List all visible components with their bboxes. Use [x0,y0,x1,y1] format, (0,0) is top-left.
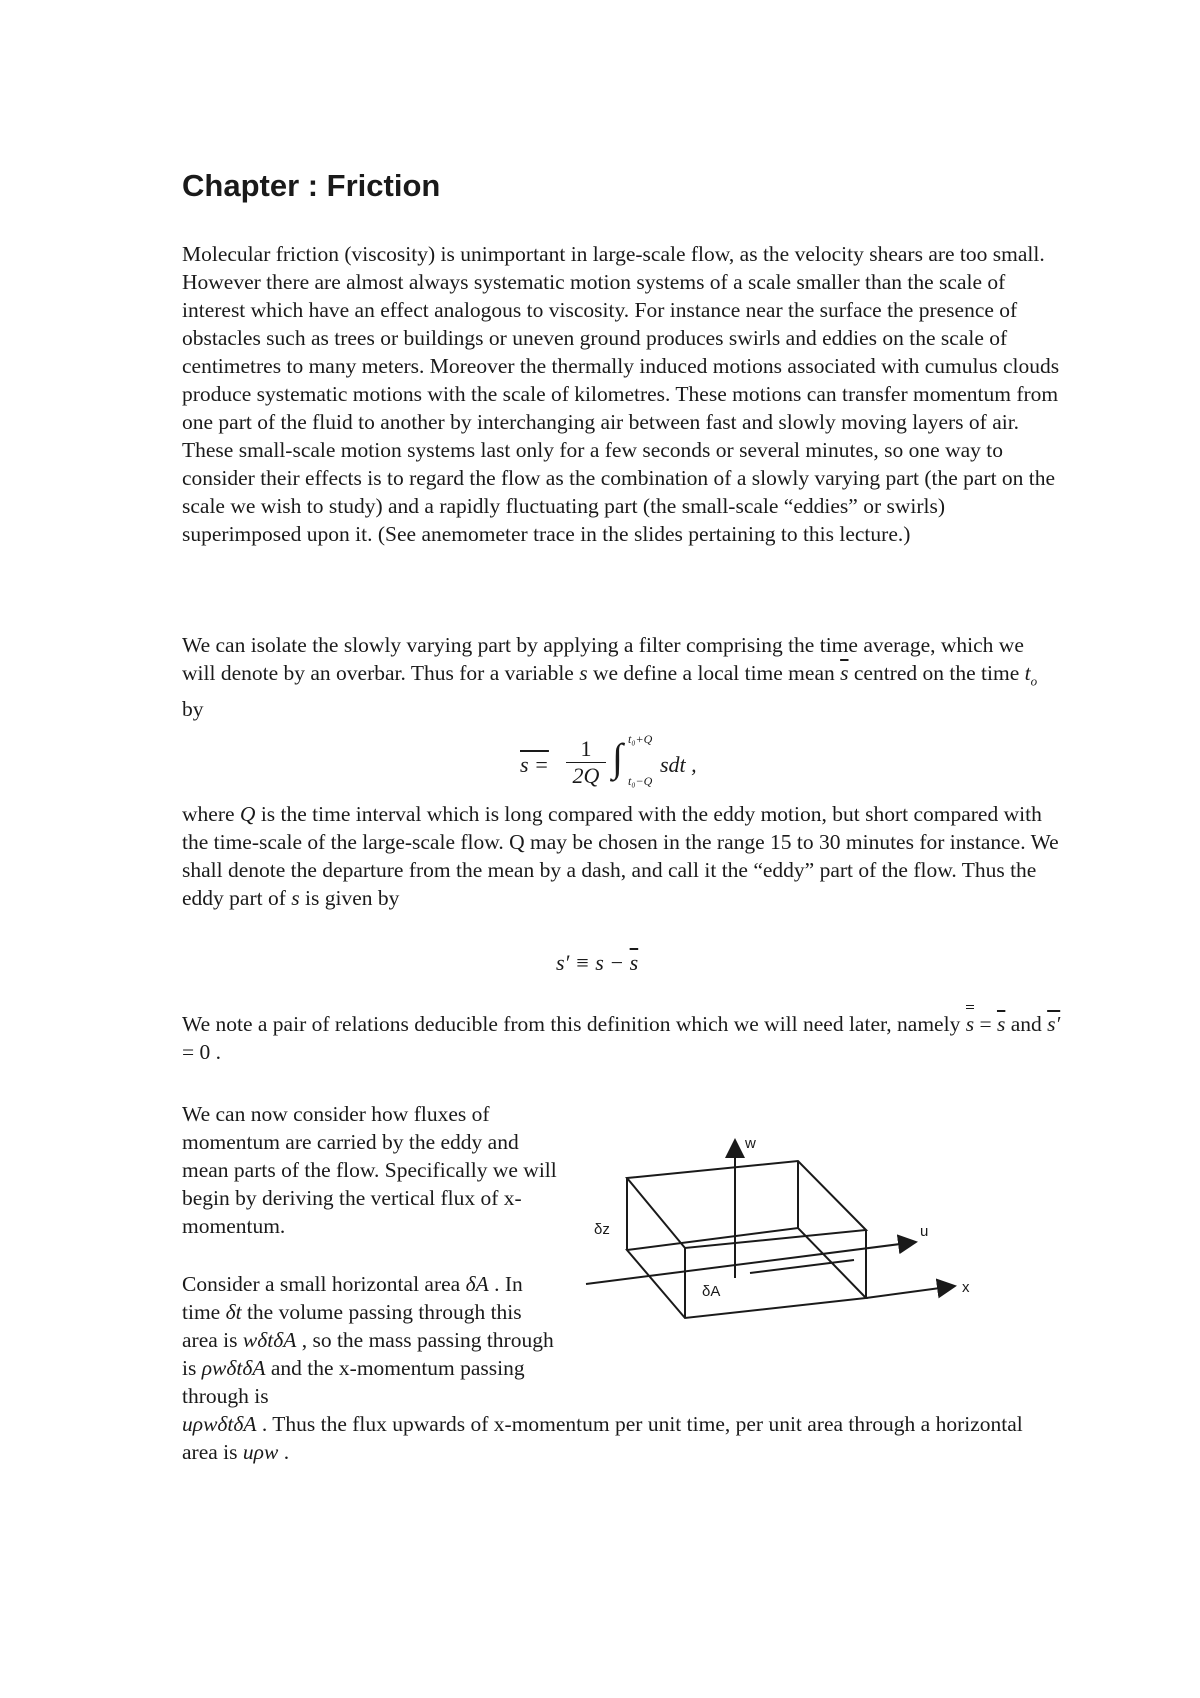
eq1-lower-limit: t₀−Q [628,774,653,788]
label-w: w [745,1135,756,1152]
paragraph-flux-result [182,1410,1062,1466]
eq1-upper-limit: t₀+Q [628,732,653,746]
p3-text-b: is the time interval which is long compared with the eddy motion, but short compared with the time-scale of the large-scale flow. Q may be chosen in the range 15 to 30 minutes for instance. We shall denote the departure from the mean by a dash, and call it the “eddy” part of the flow. Thus the eddy part of [182,802,1059,910]
p2-text-b: we define a local time mean [587,661,841,685]
integral-sign: ∫ [612,735,623,780]
eq1-numerator: 1 [566,736,606,763]
var-t0-subscript: o [1030,673,1038,689]
var-flux: uρw [242,1440,279,1464]
label-x: x [962,1279,970,1296]
rel2-eddy-mean: s′ [1047,1012,1061,1036]
var-Q: Q [239,802,256,826]
var-mass: ρwδtδA [201,1356,266,1380]
rel1-equals: = [974,1012,997,1036]
eq1-denominator: 2Q [572,763,600,788]
var-s-mean: $\overline{s}$ [840,661,849,685]
flux-box-diagram [580,1118,1000,1348]
var-momentum: uρwδtδA [182,1412,257,1436]
rel1-double-mean: s [965,1012,975,1036]
p4-text-a: We note a pair of relations deducible from this definition which we will need later, namely [182,1012,966,1036]
var-dt: δt [225,1300,242,1324]
var-s: s [579,661,588,685]
p7-text-b: . [278,1440,290,1464]
p2-text-a: We can isolate the slowly varying part by applying a filter comprising the time average, which we will denote by an overbar. Thus for a variable [182,633,1024,685]
x-arrow [866,1286,955,1298]
p6-text-d: , so the mass passing through is [182,1328,554,1380]
p6-text-e: and the x-momentum passing through is [182,1356,525,1408]
eq2-text-a: s′ ≡ s − [556,950,630,975]
p4-and: and [1005,1012,1048,1036]
paragraph-relations [182,1010,1062,1066]
p6-text-a: Consider a small horizontal area [182,1272,466,1296]
eq1-lhs [520,752,549,778]
eq1-lhs-s: s = [520,752,549,777]
var-t: t [1024,661,1031,685]
eq2-mean-s: $\overline{s}$ [629,950,639,975]
p6-text-b: . In time [182,1272,523,1324]
var-s-eddy: s [291,886,300,910]
p3-text-a: where [182,802,240,826]
var-volume: wδtδA [242,1328,297,1352]
p6-text-c: the volume passing through this area is [182,1300,522,1352]
eq1-integrand: sdt , [660,752,697,777]
chapter-title: Chapter : Friction [182,168,441,203]
paragraph-intro: Molecular friction (viscosity) is unimportant in large-scale flow, as the velocity shears are too small. However there are almost always systematic motion systems of a scale smaller than the scale of interest which have an effect analogous to viscosity. For instance near the surface the presence of obstacles such as trees or buildings or uneven ground produces swirls and eddies on the scale of centimetres to many meters. Moreover the thermally induced motions associated with cumulus clouds produce systematic motions with the scale of kilometres. These motions can transfer momentum from one part of the fluid to another by interchanging air between fast and slowly moving layers of air. These small-scale motion systems last only for a few seconds or several minutes, so one way to consider their effects is to regard the flow as the combination of a slowly varying part (the part on the scale we wish to study) and a rapidly fluctuating part (the small-scale “eddies” or swirls) superimposed upon it. (See anemometer trace in the slides pertaining to this lecture.) [182,242,1060,546]
flux-box-svg [580,1118,1000,1348]
equation-time-mean [520,732,720,802]
paragraph-time-average [182,631,1062,723]
rel1-mean: $\overline{s}$ [996,1012,1006,1036]
p2-text-d: by [182,697,204,722]
label-u: u [920,1223,929,1240]
p3-text-c: is given by [299,886,400,910]
label-dA: δA [702,1283,721,1300]
label-dz: δz [594,1221,610,1238]
equation-eddy-part [556,950,638,976]
p2-text-c: centred on the time [848,661,1025,685]
paragraph-area [182,1270,562,1410]
rel2-equals-zero: = 0 . [182,1040,222,1064]
paragraph-eddy-definition [182,800,1062,912]
eq1-fraction [566,736,606,789]
var-t0 [1024,661,1038,689]
var-dA: δA [465,1272,489,1296]
paragraph-fluxes: We can now consider how fluxes of momentum are carried by the eddy and mean parts of the flow. Specifically we will begin by deriving the vertical flux of x-momentum. [182,1102,557,1238]
p7-text-a: . Thus the flux upwards of x-momentum per unit time, per unit area through a horizontal area is [182,1412,1023,1464]
